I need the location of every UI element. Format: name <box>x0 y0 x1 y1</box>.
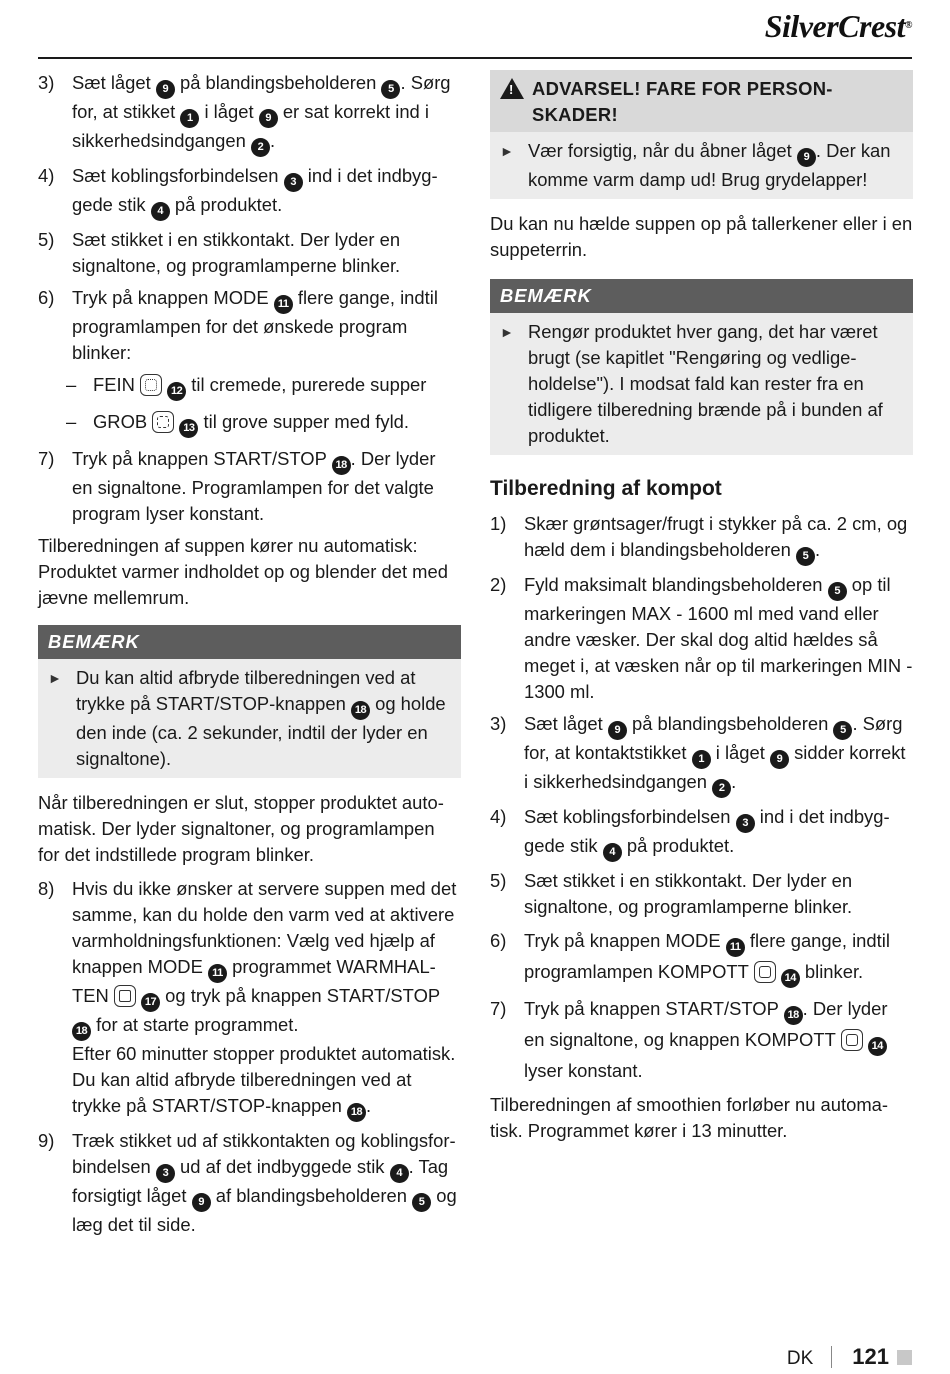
step-5-left: 5) Sæt stikket i en stikkontakt. Der lyder en signaltone, og programlamperne blinker. <box>38 229 401 276</box>
grob-program-icon <box>152 411 174 433</box>
warmhalten-program-icon <box>114 985 136 1007</box>
ref-18: 18 <box>332 456 351 475</box>
ref-1: 1 <box>180 109 199 128</box>
ref-9: 9 <box>608 721 627 740</box>
ref-9: 9 <box>192 1193 211 1212</box>
note-heading: BEMÆRK <box>490 279 913 313</box>
fein-program-icon <box>140 374 162 396</box>
paragraph-auto: Tilberedningen af suppen kører nu automatisk: Produktet varmer indholdet op og blender det med jævne mellemrum. <box>38 535 448 608</box>
ref-11: 11 <box>726 938 745 957</box>
ref-9: 9 <box>797 148 816 167</box>
page-number: 121 <box>852 1344 889 1369</box>
ref-14: 14 <box>868 1037 887 1056</box>
program-grob: – GROB 13 til grove supper med fyld. <box>38 409 461 438</box>
note-box-right: BEMÆRK ► Rengør produktet hver gang, det har været brugt (se kapitlet "Rengøring og vedlige-holdelse"). I modsat fald kan rester fra en tidligere tilberedning brænde på i bunden af produktet. <box>490 279 913 455</box>
step-7-left: 7) Tryk på knappen START/STOP 18 . Der lyder en signaltone. Programlampen for det valgte program lyser konstant. <box>38 448 436 524</box>
ref-9: 9 <box>259 109 278 128</box>
ref-18: 18 <box>347 1103 366 1122</box>
ref-3: 3 <box>284 173 303 192</box>
warning-triangle-icon <box>500 78 524 99</box>
ref-4: 4 <box>603 843 622 862</box>
program-fein: – FEIN 12 til cremede, purerede supper <box>38 372 461 401</box>
step-4-right: 4) Sæt koblingsforbindelsen 3 ind i det indbyg-gede stik 4 på produktet. <box>490 804 913 862</box>
left-column <box>38 70 461 1244</box>
paragraph-smoothie: Tilberedningen af smoothien forløber nu automa-tisk. Programmet kører i 13 minutter. <box>490 1094 889 1141</box>
step-6-right: 6) Tryk på knappen MODE 11 flere gange, indtil programlampen KOMPOTT 14 blinker. <box>490 926 913 988</box>
step-5-right: 5) Sæt stikket i en stikkontakt. Der lyder en signaltone, og programlamperne blinker. <box>490 870 853 917</box>
language-code: DK <box>786 1348 814 1369</box>
ref-5: 5 <box>412 1193 431 1212</box>
ref-4: 4 <box>151 202 170 221</box>
note-heading: BEMÆRK <box>38 625 461 659</box>
kompott-program-icon <box>754 961 776 983</box>
ref-18: 18 <box>72 1022 91 1041</box>
ref-18: 18 <box>351 701 370 720</box>
ref-11: 11 <box>274 295 293 314</box>
arrow-bullet-icon: ► <box>500 324 514 340</box>
step-4-left: 4) Sæt koblingsforbindelsen 3 ind i det indbyg-gede stik 4 på produktet. <box>38 163 461 221</box>
ref-18: 18 <box>784 1006 803 1025</box>
paragraph-serve: Du kan nu hælde suppen op på tallerkener eller i en suppeterrin. <box>490 213 913 260</box>
ref-17: 17 <box>141 993 160 1012</box>
step-8-left: 8) Hvis du ikke ønsker at servere suppen med det samme, kan du holde den varm ved at aktivere varmholdningsfunktionen: Vælg ved hjælp af knappen MODE 11 programmet WARMHAL-TEN 17 og tryk på knappen START/STOP 18 for at starte programmet. Efter 60 minutter stopper produktet automatisk. Du kan altid afbryde tilberedningen ved at trykke på START/STOP-knappen 18 . <box>38 876 461 1122</box>
ref-11: 11 <box>208 964 227 983</box>
section-heading-kompot: Tilberedning af kompot <box>490 477 722 500</box>
step-3-left: 3) Sæt låget 9 på blandingsbeholderen 5 . Sørg for, at stikket 1 i låget 9 er sat korrekt ind i sikkerhedsindgangen 2 . <box>38 70 461 157</box>
ref-3: 3 <box>156 1164 175 1183</box>
ref-5: 5 <box>828 582 847 601</box>
step-6-left: 6) Tryk på knappen MODE 11 flere gange, indtil programlampen for det ønskede program blinker: <box>38 287 438 363</box>
brand-logo: SilverCrest® <box>764 8 912 44</box>
ref-9: 9 <box>156 80 175 99</box>
ref-13: 13 <box>179 419 198 438</box>
ref-12: 12 <box>167 382 186 401</box>
step-3-right: 3) Sæt låget 9 på blandingsbeholderen 5 . Sørg for, at kontaktstikket 1 i låget 9 sidder korrekt i sikkerhedsindgangen 2 . <box>490 711 913 798</box>
ref-14: 14 <box>781 969 800 988</box>
ref-3: 3 <box>736 814 755 833</box>
ref-5: 5 <box>796 547 815 566</box>
warning-box: ! ADVARSEL! FARE FOR PERSON-SKADER! ► Vær forsigtig, når du åbner låget 9 . Der kan komme varm damp ud! Brug grydelapper! <box>490 70 913 199</box>
step-9-left: 9) Træk stikket ud af stikkontakten og koblingsfor-bindelsen 3 ud af det indbyggede stik 4 . Tag forsigtigt låget 9 af blandingsbeholderen 5 og læg det til side. <box>38 1130 457 1235</box>
ref-2: 2 <box>712 779 731 798</box>
step-7-right: 7) Tryk på knappen START/STOP 18 . Der lyder en signaltone, og knappen KOMPOTT 14 lyser konstant. <box>490 998 888 1081</box>
right-column <box>490 70 913 1152</box>
ref-5: 5 <box>381 80 400 99</box>
ref-4: 4 <box>390 1164 409 1183</box>
arrow-bullet-icon: ► <box>500 143 514 159</box>
arrow-bullet-icon: ► <box>48 670 62 686</box>
footer-square <box>897 1350 912 1365</box>
ref-9: 9 <box>770 750 789 769</box>
note-box-left: BEMÆRK ► Du kan altid afbryde tilberedningen ved at trykke på START/STOP-knappen 18 og holde den inde (ca. 2 sekunder, indtil der lyder en signaltone). <box>38 625 461 778</box>
paragraph-finished: Når tilberedningen er slut, stopper produktet auto-matisk. Der lyder signaltoner, og programlampen for det indstillede program blinker. <box>38 792 444 865</box>
kompott-program-icon <box>841 1029 863 1051</box>
footer-separator <box>831 1346 832 1368</box>
header-rule <box>38 57 912 59</box>
warning-heading: ! ADVARSEL! FARE FOR PERSON-SKADER! <box>490 70 913 132</box>
step-2-right: 2) Fyld maksimalt blandingsbeholderen 5 op til markeringen MAX - 1600 ml med vand eller andre væsker. Der skal dog altid hældes så meget i, at væsken når op til markeringen MIN - 1300 ml. <box>490 574 913 702</box>
ref-2: 2 <box>251 138 270 157</box>
step-1-right: 1) Skær grøntsager/frugt i stykker på ca. 2 cm, og hæld dem i blandingsbeholderen 5 . <box>490 511 913 566</box>
ref-1: 1 <box>692 750 711 769</box>
ref-5: 5 <box>833 721 852 740</box>
page-footer <box>787 1342 912 1372</box>
